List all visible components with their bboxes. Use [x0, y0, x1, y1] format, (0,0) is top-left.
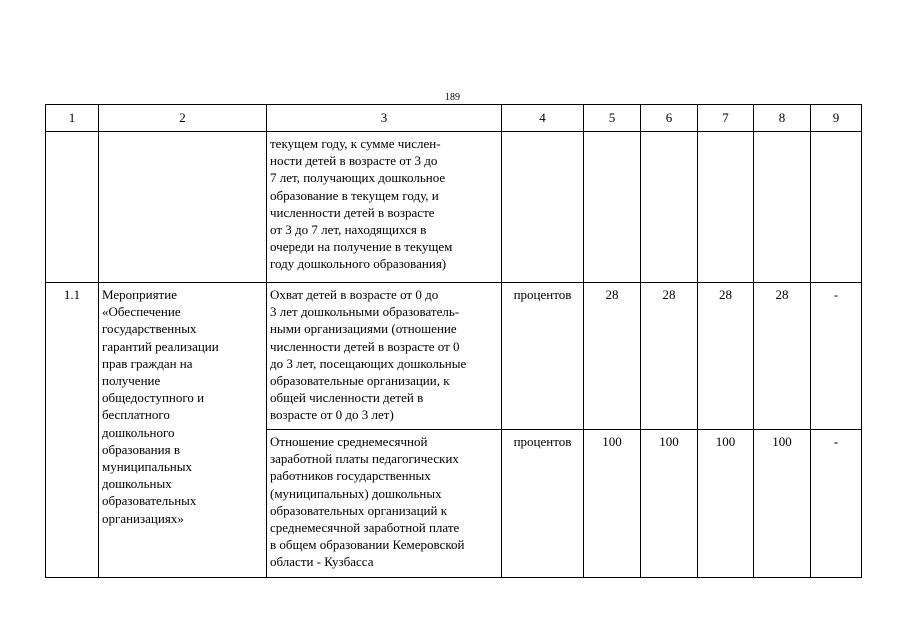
- text-line: организациях»: [102, 510, 184, 526]
- value-cell: -: [811, 283, 862, 430]
- row-number-cell: 1.1: [46, 283, 99, 578]
- header-cell-6: 6: [641, 105, 698, 132]
- table-row: [46, 283, 862, 430]
- value-cell: 28: [641, 283, 698, 430]
- text-line: ными организациями (отношение: [270, 321, 457, 337]
- value-cell: 100: [584, 430, 641, 578]
- header-cell-8: 8: [754, 105, 811, 132]
- header-cell-2: 2: [99, 105, 267, 132]
- text-line: 3 лет дошкольными образователь-: [270, 304, 460, 320]
- measure-name-cell: [99, 283, 267, 578]
- value-cell: 100: [641, 430, 698, 578]
- value-cell: [584, 132, 641, 283]
- value-cell: 100: [754, 430, 811, 578]
- value-cell: -: [811, 430, 862, 578]
- text-line: 7 лет, получающих дошкольное: [270, 170, 446, 186]
- text-line: среднемесячной заработной плате: [270, 520, 460, 536]
- text-line: общей численности детей в: [270, 390, 424, 406]
- text-line: (муниципальных) дошкольных: [270, 485, 442, 501]
- value-cell: 100: [698, 430, 754, 578]
- text-line: заработной платы педагогических: [270, 451, 459, 467]
- text-line: очереди на получение в текущем: [270, 239, 453, 255]
- text-line: дошкольного: [102, 424, 175, 440]
- header-row: [46, 105, 862, 132]
- measure-name-cell: [99, 132, 267, 283]
- unit-cell: процентов: [502, 283, 584, 430]
- header-cell-1: 1: [46, 105, 99, 132]
- value-cell: [811, 132, 862, 283]
- header-cell-5: 5: [584, 105, 641, 132]
- indicator-description-cell: [267, 132, 502, 283]
- header-cell-9: 9: [811, 105, 862, 132]
- text-line: получение: [102, 373, 161, 389]
- value-cell: 28: [584, 283, 641, 430]
- text-line: образовательные организации, к: [270, 373, 450, 389]
- header-cell-3: 3: [267, 105, 502, 132]
- text-line: в общем образовании Кемеровской: [270, 537, 465, 553]
- text-line: гарантий реализации: [102, 338, 219, 354]
- text-line: образовательных организаций к: [270, 502, 448, 518]
- text-line: ности детей в возрасте от 3 до: [270, 153, 438, 169]
- text-line: Охват детей в возрасте от 0 до: [270, 287, 439, 302]
- value-cell: 28: [754, 283, 811, 430]
- page-number: 189: [445, 92, 460, 103]
- text-line: «Обеспечение: [102, 304, 181, 320]
- value-cell: [698, 132, 754, 283]
- value-cell: 28: [698, 283, 754, 430]
- text-line: государственных: [102, 321, 197, 337]
- unit-cell: процентов: [502, 430, 584, 578]
- indicator-table: [45, 104, 862, 578]
- text-line: до 3 лет, посещающих дошкольные: [270, 355, 467, 371]
- header-cell-7: 7: [698, 105, 754, 132]
- indicator-description-cell: [267, 283, 502, 430]
- text-line: Мероприятие: [102, 287, 177, 302]
- text-line: общедоступного и: [102, 390, 205, 406]
- text-line: численности детей в возрасте от 0: [270, 338, 460, 354]
- text-line: возрасте от 0 до 3 лет): [270, 407, 394, 423]
- text-line: Отношение среднемесячной: [270, 434, 428, 449]
- row-number-cell: [46, 132, 99, 283]
- text-line: бесплатного: [102, 407, 170, 423]
- text-line: образовательных: [102, 493, 197, 509]
- text-line: образования в: [102, 441, 180, 457]
- value-cell: [641, 132, 698, 283]
- text-line: от 3 до 7 лет, находящихся в: [270, 222, 427, 238]
- table-row: [46, 132, 862, 283]
- text-line: дошкольных: [102, 476, 172, 492]
- text-line: текущем году, к сумме числен-: [270, 136, 441, 151]
- text-line: году дошкольного образования): [270, 256, 447, 272]
- text-line: образование в текущем году, и: [270, 187, 439, 203]
- text-line: муниципальных: [102, 459, 193, 475]
- text-line: численности детей в возрасте: [270, 204, 435, 220]
- text-line: работников государственных: [270, 468, 431, 484]
- header-cell-4: 4: [502, 105, 584, 132]
- text-line: области - Кузбасса: [270, 554, 374, 570]
- value-cell: [754, 132, 811, 283]
- text-line: прав граждан на: [102, 355, 193, 371]
- unit-cell: [502, 132, 584, 283]
- indicator-description-cell: [267, 430, 502, 578]
